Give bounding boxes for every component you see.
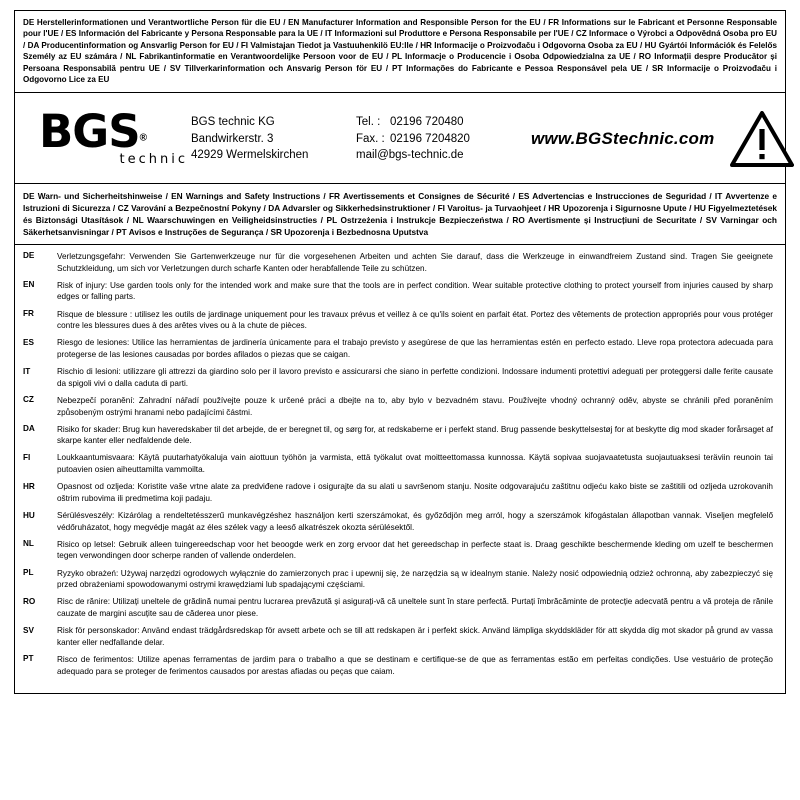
language-text: Risiko for skader: Brug kun haveredskaber til det arbejde, de er beregnet til, og sørg for, at redskaberne er i perfekt stand. Brug passende beskyttelsestøj for at beskytte dig mod skader forårsaget af skarpe kanter eller nedfaldende dele.: [57, 424, 773, 446]
language-text: Sérülésveszély: Kizárólag a rendeltetésszerű munkavégzéshez használjon kerti szerszámokat, és győződjön meg arról, hogy a szerszámok kifogástalan állapotban vannak. Viseljen megfelelő védőruházatot, hogy megvédje magát az éles szélek vagy a leeső alkatrészek okozta sérülésektől.: [57, 511, 773, 532]
language-text: Risque de blessure : utilisez les outils de jardinage uniquement pour les travaux prévus et veillez à ce qu'ils soient en parfait état. Portez des vêtements de protection appropriés pour vous protéger contre les blessures dues à des arêtes vives ou à la chute de pièces.: [57, 309, 773, 331]
phone-number: 02196 720480: [390, 115, 464, 128]
language-text: Nebezpečí poranění: Zahradní nářadí používejte pouze k určené práci a dbejte na to, aby bylo v bezvadném stavu. Používejte vhodný ochranný oděv, abyste se chránili před poraněním způsobeným ostrými hranami nebo padajícími částmi.: [57, 395, 773, 417]
list-item: [23, 539, 777, 562]
list-item: [23, 366, 777, 389]
fax-number: 02196 7204820: [390, 132, 470, 145]
bgs-logo: [21, 105, 191, 167]
company-city: 42929 Wermelskirchen: [191, 149, 309, 162]
fax-label: Fax. :: [356, 132, 385, 145]
language-code: FR: [23, 309, 34, 319]
language-text: Rischio di lesioni: utilizzare gli attrezzi da giardino solo per il lavoro previsto e assicurarsi che siano in perfette condizioni. Indossare indumenti protettivi adeguati per proteggersi dalle ferite causate da spigoli vivi o dalla caduta di parti.: [57, 367, 773, 388]
language-code: CZ: [23, 395, 34, 405]
logo-wordmark: BGS: [39, 105, 140, 159]
registered-trademark-icon: ®: [139, 132, 148, 144]
logo-subtext: technic: [119, 151, 188, 167]
language-text: Risk of injury: Use garden tools only for the intended work and make sure that the tools are in perfect condition. Wear suitable protective clothing to protect yourself from injuries caused by sharp edges or falling parts.: [57, 280, 773, 302]
company-header: [15, 93, 785, 183]
list-item: [23, 337, 777, 360]
language-text: Loukkaantumisvaara: Käytä puutarhatyökaluja vain aiottuun työhön ja varmista, että työkalut ovat moitteettomassa kunnossa. Käytä sopivaa suojavaatetusta suojautuaksesi teräviin reunoin tai putoavien osien aiheuttamilta vammoilta.: [57, 453, 773, 475]
list-item: [23, 452, 777, 475]
language-instructions-table: [15, 245, 785, 693]
list-item: [23, 510, 777, 533]
company-contact: [356, 114, 531, 164]
list-item: [23, 424, 777, 447]
list-item: [23, 251, 777, 274]
language-code: RO: [23, 596, 36, 606]
language-text: Risico op letsel: Gebruik alleen tuingereedschap voor het beoogde werk en zorg ervoor dat het gereedschap in perfecte staat is. Draag geschikte beschermende kleding om uzelf te beschermen tegen verwondingen door scherpe randen of vallende onderdelen.: [57, 539, 773, 561]
language-code: NL: [23, 539, 34, 549]
manufacturer-info-band: DE Herstellerinformationen und Verantwortliche Person für die EU / EN Manufacturer Information and Responsible Person for the EU / FR Informations sur le Fabricant et Personne Responsable pour l'UE / ES Información del Fabricante y Persona Responsable para la UE / IT Informazioni sul Produttore e Persona Responsabile per l'UE / CZ Informace o Výrobci a Odpovědná Osoba pro EU / DA Producentinformation og Ansvarlig Person for EU / FI Valmistajan Tiedot ja Vastuuhenkilö EU:lle / HR Informacije o Proizvođaču i Odgovorna Osoba za EU / HU Gyártói Információk és Felelős Személy az EU számára / NL Fabrikantinformatie en Verantwoordelijke Persoon voor de EU / PL Informacje o Producencie i Osoba Odpowiedzialna za UE / RO Informații despre Producător și Persoana Responsabilă pentru UE / SV Tillverkarinformation och Ansvarig Person för EU / PT Informações do Fabricante e Pessoa Responsável pela UE / SR Informacije o Proizvođaču i Odgovorno Lice za EU: [23, 18, 777, 85]
language-code: SV: [23, 625, 34, 635]
company-address: [191, 114, 356, 164]
website-url: www.BGStechnic.com: [531, 128, 715, 148]
phone-label: Tel. :: [356, 115, 381, 128]
language-code: HU: [23, 510, 35, 520]
language-code: PL: [23, 568, 34, 578]
language-code: FI: [23, 452, 31, 462]
list-item: [23, 654, 777, 677]
language-text: Opasnost od ozljeda: Koristite vaše vrtne alate za predviđene radove i osigurajte da su alati u savršenom stanju. Nosite odgovarajuću zaštitnu odjeću kako biste se zaštitili od ozljeda uzrokovanih oštrim rubovima ili predmetima koji padaju.: [57, 482, 773, 503]
phone-line: [356, 114, 531, 131]
language-code: HR: [23, 481, 35, 491]
language-code: IT: [23, 366, 31, 376]
language-code: ES: [23, 337, 34, 347]
list-item: [23, 280, 777, 303]
language-text: Risco de ferimentos: Utilize apenas ferramentas de jardim para o trabalho a que se destinam e certifique-se de que as ferramentas estão em perfeitas condições. Use vestuário de proteção adequado para se proteger de ferimentos causados por arestas afiadas ou peças que caiam.: [57, 654, 773, 676]
language-code: DA: [23, 424, 35, 434]
language-text: Ryzyko obrażeń: Używaj narzędzi ogrodowych wyłącznie do zamierzonych prac i upewnij się, że narzędzia są w idealnym stanie. Należy nosić odpowiednią odzież ochronną, aby zabezpieczyć się przed obrażeniami spowodowanymi ostrymi krawędziami lub spadającymi częściami.: [57, 568, 773, 590]
language-code: EN: [23, 280, 35, 290]
document-frame: [14, 10, 786, 694]
list-item: [23, 596, 777, 619]
fax-line: [356, 131, 531, 148]
company-street: Bandwirkerstr. 3: [191, 132, 274, 145]
safety-instructions-band: DE Warn- und Sicherheitshinweise / EN Warnings and Safety Instructions / FR Avertissements et Consignes de Sécurité / ES Advertencias e Instrucciones de Seguridad / IT Avvertenze e Istruzioni di Sicurezza / CZ Varování a Bezpečnostní Pokyny / DA Advarsler og Sikkerhedsinstruktioner / FI Varoitus- ja Turvaohjeet / HR Upozorenja i Sigurnosne Upute / HU Figyelmeztetések és Biztonsági Utasítások / NL Waarschuwingen en Veiligheidsinstructies / PL Ostrzeżenia i Instrukcje Bezpieczeństwa / RO Avertismente și Instrucțiuni de Securitate / SV Varningar och Säkerhetsanvisningar / PT Avisos e Instruções de Segurança / SR Upozorenja i Bezbednosna Uputstva: [23, 190, 777, 237]
list-item: [23, 309, 777, 332]
language-text: Risc de rănire: Utilizați uneltele de grădină numai pentru lucrarea prevăzută și asigurați-vă că uneltele sunt în stare perfectă. Purtați îmbrăcăminte de protecție adecvată pentru a vă proteja de rănile cauzate de margini ascuțite sau de căderea unor piese.: [57, 597, 773, 618]
list-item: [23, 625, 777, 648]
language-code: PT: [23, 654, 34, 664]
language-text: Riesgo de lesiones: Utilice las herramientas de jardinería únicamente para el trabajo previsto y asegúrese de que las herramientas estén en perfecto estado. Lleve ropa protectora adecuada para protegerse de las lesiones causadas por bordes afilados o piezas que se caigan.: [57, 338, 773, 359]
list-item: [23, 568, 777, 591]
warning-triangle-icon: [730, 111, 794, 167]
language-code: DE: [23, 251, 35, 261]
list-item: [23, 481, 777, 504]
language-text: Verletzungsgefahr: Verwenden Sie Gartenwerkzeuge nur für die vorgesehenen Arbeiten und achten Sie darauf, dass die Werkzeuge in einwandfreiem Zustand sind. Tragen Sie geeignete Schutzkleidung, um sich vor Verletzungen durch scharfe Kanten oder herabfallende Teile zu schützen.: [57, 251, 773, 273]
company-name: BGS technic KG: [191, 115, 275, 128]
warning-sign: [714, 111, 800, 167]
email-address: mail@bgs-technic.de: [356, 149, 464, 162]
list-item: [23, 395, 777, 418]
language-text: Risk för personskador: Använd endast trädgårdsredskap för avsett arbete och se till att redskapen är i perfekt skick. Använd lämpliga skyddskläder för att skydda dig mot skador på grund av vassa kanter eller nedfallande delar.: [57, 626, 773, 647]
